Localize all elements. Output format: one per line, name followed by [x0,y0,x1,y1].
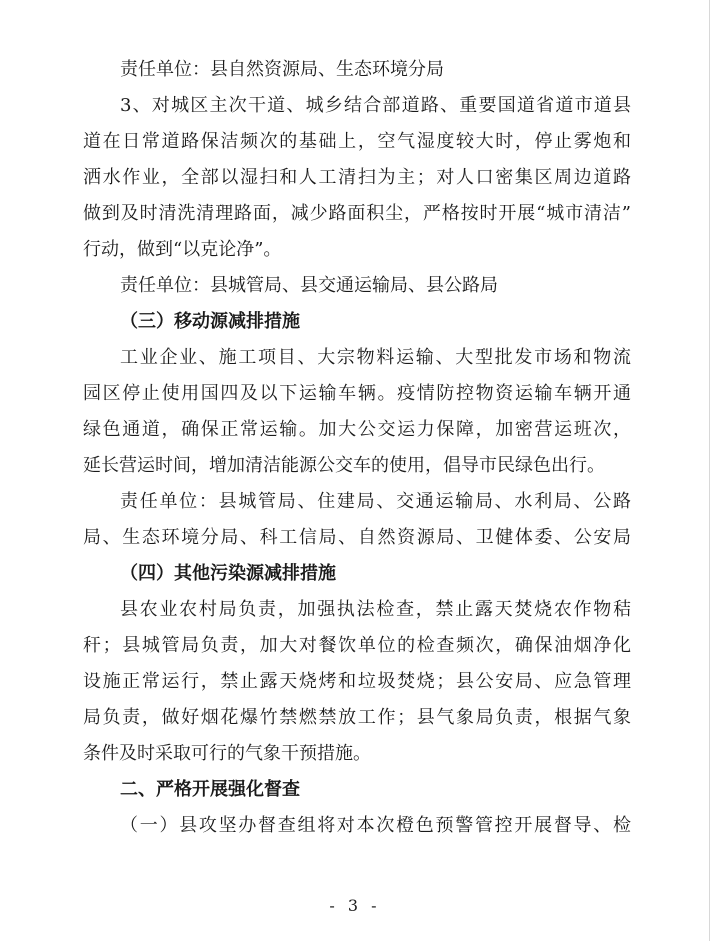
text-line: 道在日常道路保洁频次的基础上，空气湿度较大时，停止雾炮和 [83,131,631,152]
document-body [83,52,631,844]
text-line: 责任单位：县城管局、县交通运输局、县公路局 [120,275,498,296]
text-line: 责任单位：县自然资源局、生态环境分局 [120,59,444,80]
text-line: 3、对城区主次干道、城乡结合部道路、重要国道省道市道县 [120,95,631,116]
text-line: 秆；县城管局负责，加大对餐饮单位的检查频次，确保油烟净化 [83,635,631,656]
text-line: 县农业农村局负责，加强执法检查，禁止露天焚烧农作物秸 [120,599,631,620]
text-line: 洒水作业，全部以湿扫和人工清扫为主；对人口密集区周边道路 [83,167,631,188]
text-line: 行动，做到“以克论净”。 [83,239,282,260]
text-line: 条件及时采取可行的气象干预措施。 [83,743,371,764]
text-line: 局负责，做好烟花爆竹禁燃禁放工作；县气象局负责，根据气象 [83,707,631,728]
text-line: 工业企业、施工项目、大宗物料运输、大型批发市场和物流 [120,347,631,368]
text-line: 设施正常运行，禁止露天烧烤和垃圾焚烧；县公安局、应急管理 [83,671,631,692]
text-line: 做到及时清洗清理路面，减少路面积尘，严格按时开展“城市清洁” [83,203,631,224]
text-line: 延长营运时间，增加清洁能源公交车的使用，倡导市民绿色出行。 [83,455,605,476]
text-line: 局、生态环境分局、科工信局、自然资源局、卫健体委、公安局 [83,527,631,548]
text-line: （一）县攻坚办督查组将对本次橙色预警管控开展督导、检 [120,815,631,836]
text-line: 绿色通道，确保正常运输。加大公交运力保障，加密营运班次， [83,419,631,440]
section-subheading: （四）其他污染源减排措施 [120,563,336,584]
section-heading: 二、严格开展强化督查 [120,779,300,800]
text-line: 责任单位：县城管局、住建局、交通运输局、水利局、公路 [120,491,631,512]
page-number: - 3 - [329,896,381,915]
text-line: 园区停止使用国四及以下运输车辆。疫情防控物资运输车辆开通 [83,383,631,404]
section-subheading: （三）移动源减排措施 [120,311,300,332]
